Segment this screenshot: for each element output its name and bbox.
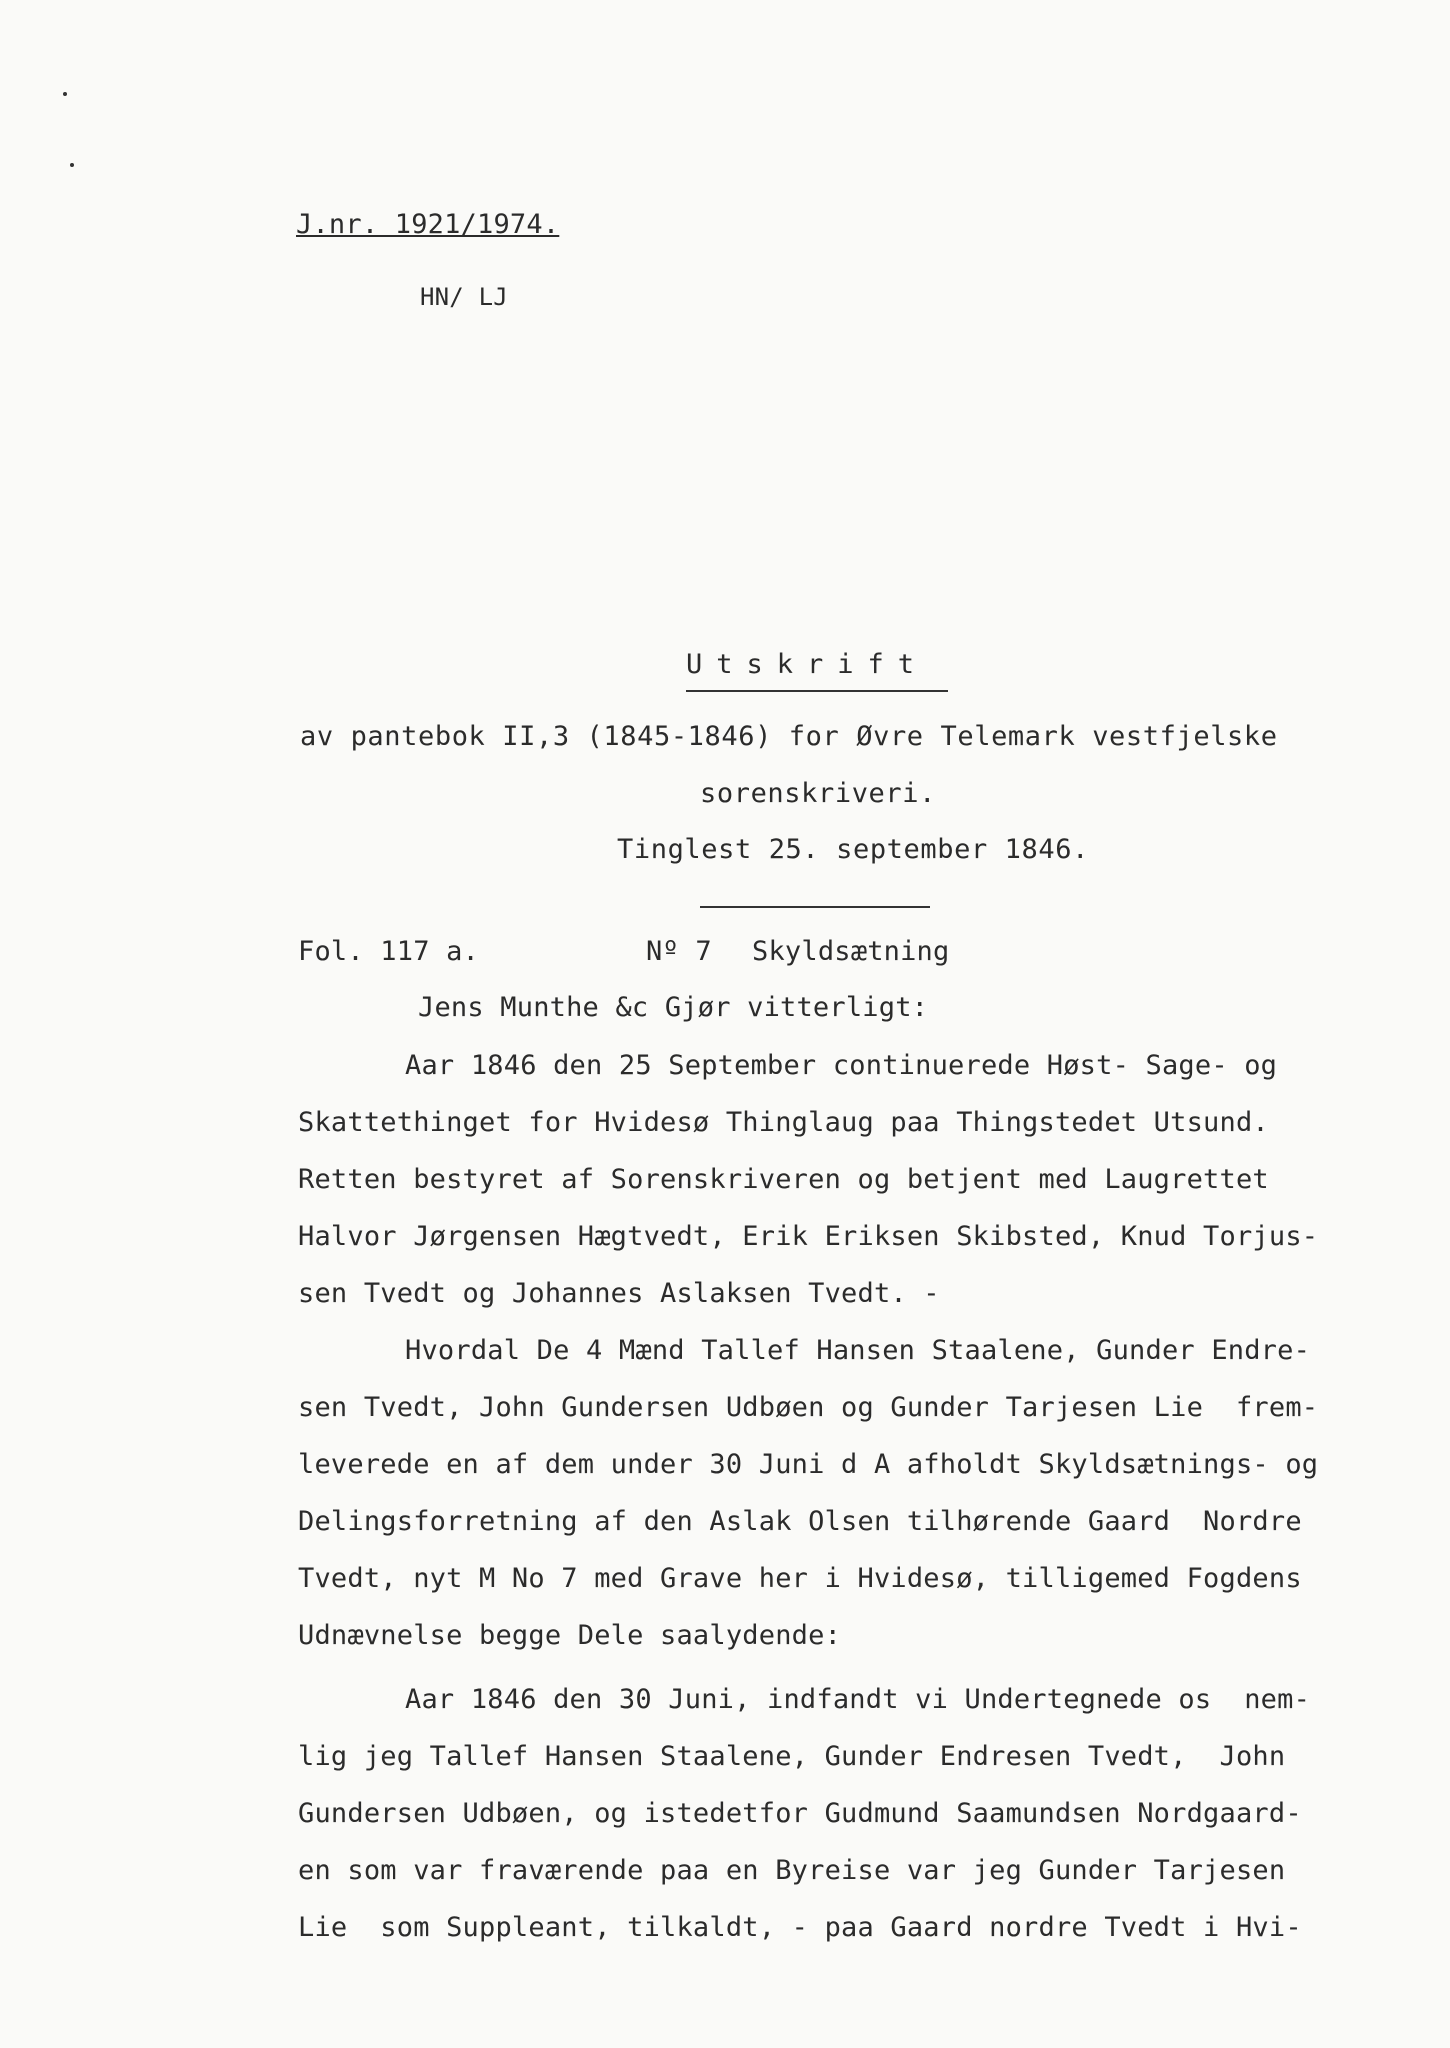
- body-line: Lie som Suppleant, tilkaldt, - paa Gaard nordre Tvedt i Hvi-: [298, 1912, 1302, 1943]
- body-line: Halvor Jørgensen Hægtvedt, Erik Eriksen Skibsted, Knud Torjus-: [298, 1221, 1319, 1252]
- body-line: leverede en af dem under 30 Juni d A afholdt Skyldsætnings- og: [298, 1449, 1319, 1480]
- document-title: Utskrift: [686, 649, 929, 680]
- punch-mark: [70, 163, 74, 167]
- title-underline: [686, 690, 948, 692]
- entry-number: Nº 7: [646, 936, 712, 967]
- body-line: lig jeg Tallef Hansen Staalene, Gunder Endresen Tvedt, John: [298, 1741, 1286, 1772]
- initials: HN/ LJ: [420, 283, 508, 311]
- journal-number: J.nr. 1921/1974.: [296, 209, 560, 240]
- body-line: Gundersen Udbøen, og istedetfor Gudmund Saamundsen Nordgaard-: [298, 1798, 1302, 1829]
- body-line: Jens Munthe &c Gjør vitterligt:: [418, 992, 929, 1023]
- body-line: Aar 1846 den 25 September continuerede Høst- Sage- og: [405, 1050, 1278, 1081]
- folio-reference: Fol. 117 a.: [298, 936, 480, 967]
- section-divider: [700, 906, 930, 908]
- body-line: Hvordal De 4 Mænd Tallef Hansen Staalene, Gunder Endre-: [405, 1335, 1311, 1366]
- registration-date: Tinglest 25. september 1846.: [617, 834, 1089, 865]
- body-line: Retten bestyret af Sorenskriveren og betjent med Laugrettet: [298, 1164, 1269, 1195]
- body-line: sen Tvedt, John Gundersen Udbøen og Gunder Tarjesen Lie frem-: [298, 1392, 1319, 1423]
- body-line: en som var fraværende paa en Byreise var jeg Gunder Tarjesen: [298, 1855, 1286, 1886]
- source-line-2: sorenskriveri.: [700, 778, 936, 809]
- punch-mark: [63, 92, 67, 96]
- body-line: Aar 1846 den 30 Juni, indfandt vi Undertegnede os nem-: [405, 1684, 1311, 1715]
- body-line: Tvedt, nyt M No 7 med Grave her i Hvidesø, tilligemed Fogdens: [298, 1563, 1302, 1594]
- body-line: Delingsforretning af den Aslak Olsen tilhørende Gaard Nordre: [298, 1506, 1302, 1537]
- source-line-1: av pantebok II,3 (1845-1846) for Øvre Telemark vestfjelske: [300, 721, 1278, 752]
- body-line: Udnævnelse begge Dele saalydende:: [298, 1620, 842, 1651]
- body-line: Skattethinget for Hvidesø Thinglaug paa Thingstedet Utsund.: [298, 1107, 1269, 1138]
- entry-type: Skyldsætning: [752, 936, 950, 967]
- body-line: sen Tvedt og Johannes Aslaksen Tvedt. -: [298, 1278, 940, 1309]
